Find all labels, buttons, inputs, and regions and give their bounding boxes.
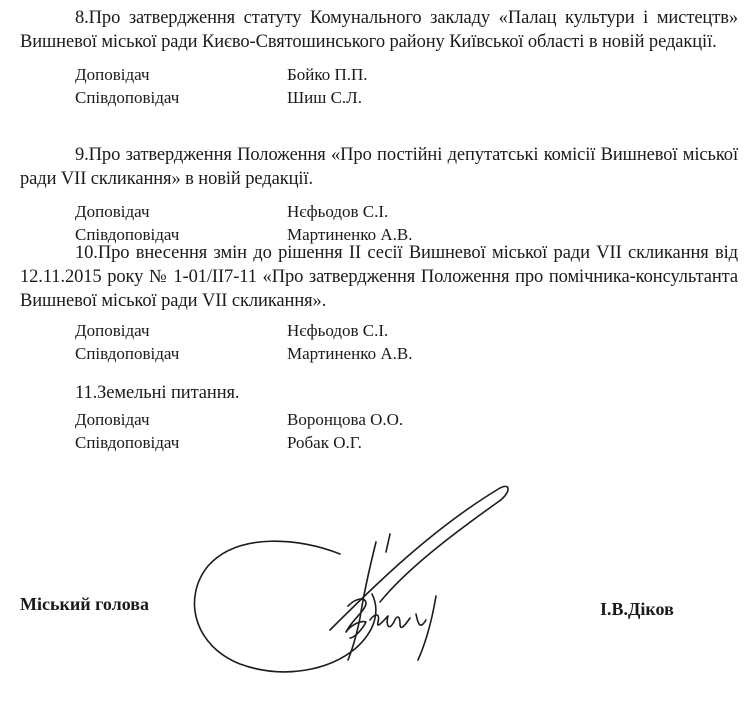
cospeaker-row — [20, 431, 738, 454]
speaker-name: Нєфьодов С.І. — [287, 202, 389, 221]
cospeaker-row — [20, 86, 738, 109]
speaker-name: Нєфьодов С.І. — [287, 321, 389, 340]
agenda-item-text: 9.Про затвердження Положення «Про постійні депутатські комісії Вишневої міської ради VII скликання» в новій редакції. — [20, 145, 738, 189]
speaker-row — [20, 200, 738, 223]
handwritten-signature — [180, 470, 540, 690]
signatory-name: І.В.Діков — [600, 599, 674, 619]
agenda-item-roles — [20, 408, 738, 454]
agenda-item-9 — [20, 143, 738, 246]
agenda-item-11 — [20, 381, 738, 454]
speaker-row — [20, 408, 738, 431]
speaker-name: Воронцова О.О. — [287, 410, 404, 429]
speaker-label: Доповідач — [75, 202, 150, 221]
agenda-item-10 — [20, 241, 738, 365]
cospeaker-name: Шиш С.Л. — [287, 88, 362, 107]
cospeaker-label: Співдоповідач — [75, 88, 180, 107]
speaker-label: Доповідач — [75, 410, 150, 429]
cospeaker-label: Співдоповідач — [75, 433, 180, 452]
cospeaker-name: Мартиненко А.В. — [287, 225, 413, 244]
speaker-row — [20, 319, 738, 342]
agenda-item-text: 10.Про внесення змін до рішення ІІ сесії Вишневої міської ради VII скликання від 12.11.2015 року № 1-01/ІІ7-11 «Про затвердження Положення про помічника-консультанта Вишневої міської ради VII скликання». — [20, 243, 738, 311]
speaker-label: Доповідач — [75, 65, 150, 84]
agenda-item-8 — [20, 6, 738, 109]
agenda-item-text: 8.Про затвердження статуту Комунального закладу «Палац культури і мистецтв» Вишневої міської ради Києво-Святошинського району Київської області в новій редакції. — [20, 8, 738, 52]
position-title: Міський голова — [20, 594, 149, 614]
agenda-item-text: 11.Земельні питання. — [75, 383, 240, 403]
cospeaker-name: Робак О.Г. — [287, 433, 362, 452]
cospeaker-name: Мартиненко А.В. — [287, 344, 413, 363]
agenda-item-roles — [20, 63, 738, 109]
agenda-item-roles — [20, 319, 738, 365]
speaker-name: Бойко П.П. — [287, 65, 368, 84]
speaker-row — [20, 63, 738, 86]
agenda-item-roles — [20, 200, 738, 246]
cospeaker-label: Співдоповідач — [75, 225, 180, 244]
cospeaker-label: Співдоповідач — [75, 344, 180, 363]
speaker-label: Доповідач — [75, 321, 150, 340]
cospeaker-row — [20, 342, 738, 365]
